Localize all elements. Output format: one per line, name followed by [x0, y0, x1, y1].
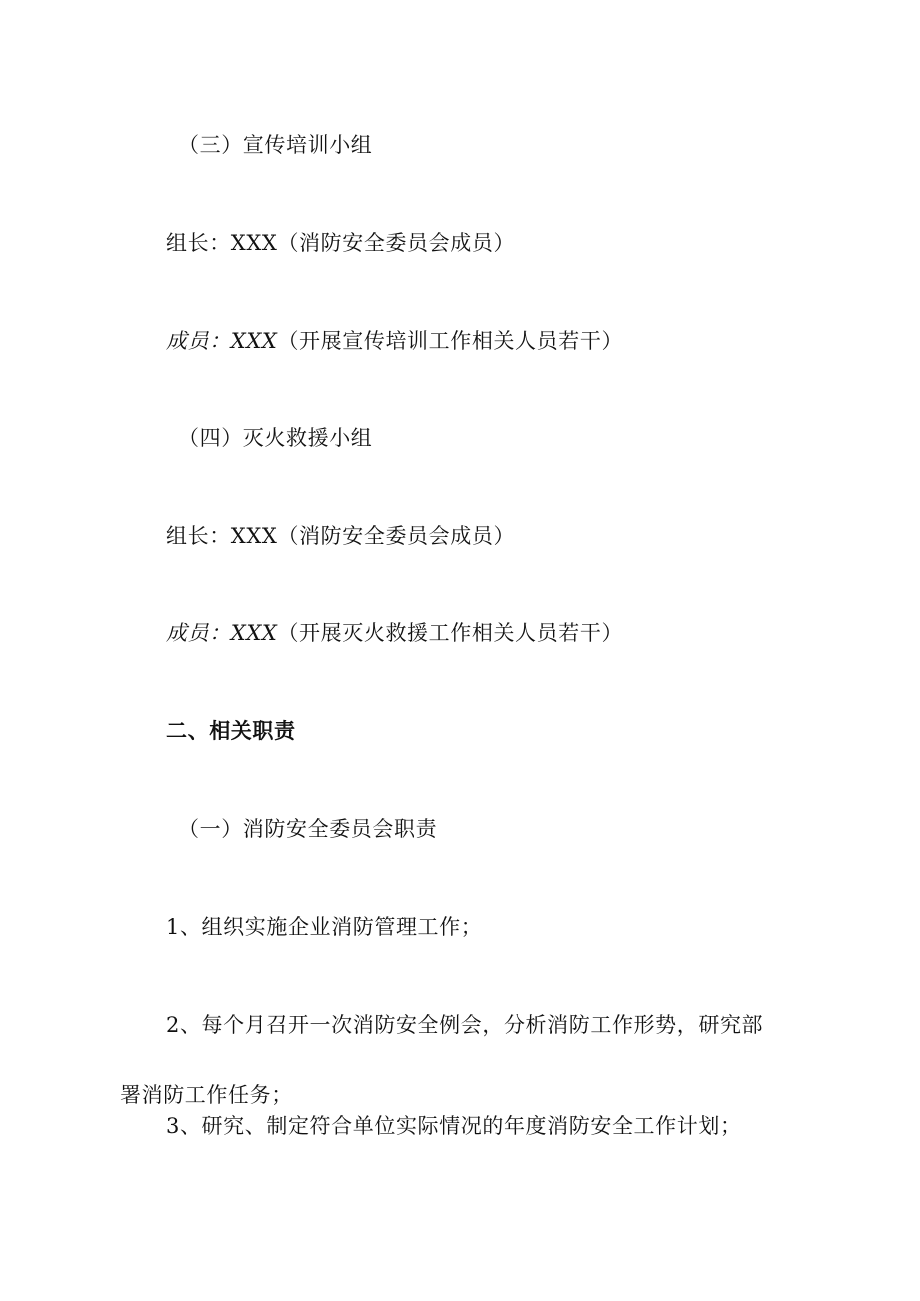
- group-rescue-leader: 组长：XXX（消防安全委员会成员）: [166, 524, 516, 548]
- duty-item-3: 3、研究、制定符合单位实际情况的年度消防安全工作计划；: [166, 1114, 742, 1138]
- members-label: 成员：XXX: [166, 329, 278, 353]
- section-two-subheading: （一）消防安全委员会职责: [178, 817, 438, 841]
- group-rescue-heading: （四）灭火救援小组: [178, 426, 373, 450]
- section-two-heading: 二、相关职责: [166, 718, 296, 743]
- group-propaganda-heading: （三）宣传培训小组: [178, 133, 373, 157]
- members-label: 成员：XXX: [166, 621, 278, 645]
- group-propaganda-leader: 组长：XXX（消防安全委员会成员）: [166, 231, 516, 255]
- duty-item-2: 2、每个月召开一次消防安全例会，分析消防工作形势，研究部: [166, 1013, 764, 1037]
- members-text: （开展宣传培训工作相关人员若干）: [277, 329, 624, 353]
- duty-item-1: 1、组织实施企业消防管理工作；: [166, 915, 483, 939]
- members-text: （开展灭火救援工作相关人员若干）: [277, 621, 624, 645]
- group-propaganda-members: [166, 328, 623, 354]
- duty-item-2-continuation: 署消防工作任务；: [120, 1083, 293, 1107]
- group-rescue-members: [166, 620, 623, 646]
